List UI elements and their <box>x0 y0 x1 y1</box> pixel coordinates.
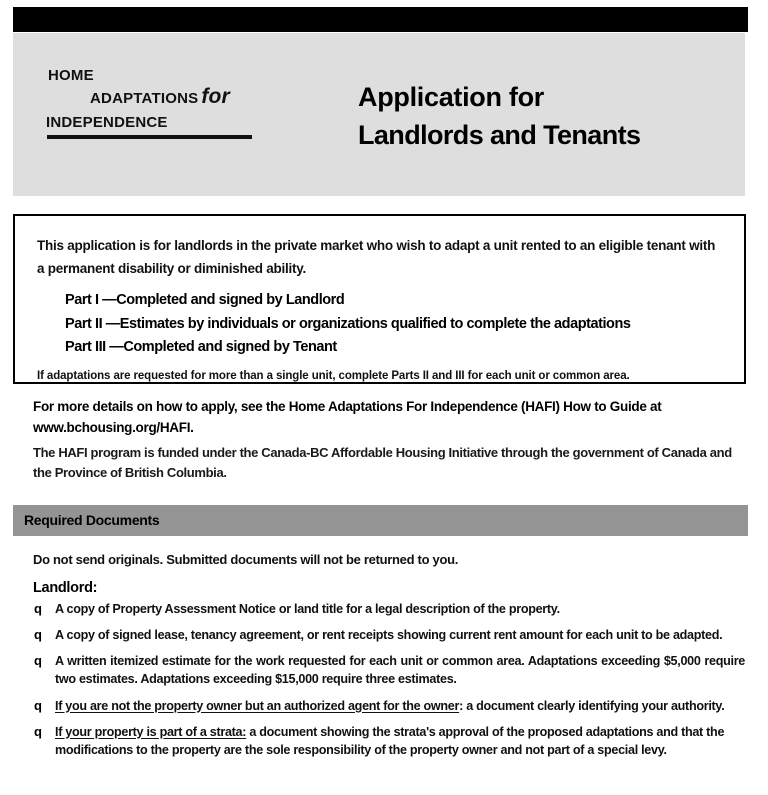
no-originals-note: Do not send originals. Submitted documents will not be returned to you. <box>33 552 459 567</box>
required-documents-heading: Required Documents <box>24 512 160 528</box>
required-documents-section-bar <box>13 505 748 536</box>
checklist-item-underlined-lead: If you are not the property owner but an authorized agent for the owner <box>55 698 460 713</box>
logo-line-home: home <box>48 60 94 85</box>
checklist-item[interactable] <box>33 723 745 759</box>
intro-lead-text: This application is for landlords in the private market who wish to adapt a unit rented to an eligible tenant with a permanent disability or diminished ability. <box>37 238 716 277</box>
landlord-checklist <box>33 600 745 767</box>
checkbox-icon[interactable]: q <box>34 627 42 643</box>
checklist-item-underlined-lead: If your property is part of a strata: <box>55 724 247 739</box>
parts-list <box>65 289 722 359</box>
intro-bordered-box <box>13 214 746 384</box>
checklist-item-text: A copy of signed lease, tenancy agreement, or rent receipts showing current rent amount for each unit to be adapted. <box>55 628 723 643</box>
page-title-line-2: Landlords and Tenants <box>358 120 641 151</box>
part-line-2: Part II —Estimates by individuals or organizations qualified to complete the adaptations <box>65 315 631 332</box>
checkbox-icon[interactable]: q <box>34 723 42 739</box>
intro-footnote: If adaptations are requested for more than a single unit, complete Parts II and III for each unit or common area. <box>37 369 630 382</box>
page-title-line-1: Application for <box>358 82 544 112</box>
hafi-logo <box>46 62 336 139</box>
checklist-item[interactable] <box>33 697 745 715</box>
checklist-item-text: : a document clearly identifying your authority. <box>459 698 725 713</box>
logo-underline-rule <box>47 135 252 139</box>
logo-line-independence: independence <box>46 106 168 132</box>
part-line-3: Part III —Completed and signed by Tenant <box>65 339 337 356</box>
checklist-item-text: a document showing the strata's approval of the proposed adaptations and that the modifications to the property are the sole responsibility of the property owner and not part of a special levy. <box>55 724 725 757</box>
checkbox-icon[interactable]: q <box>34 697 42 713</box>
landlord-subheading: Landlord: <box>33 580 98 596</box>
checkbox-icon[interactable]: q <box>34 653 42 669</box>
checklist-item-text: A written itemized estimate for the work requested for each unit or common area. Adaptations exceeding $5,000 require two estimates. Adaptations exceeding $15,000 require three estimates. <box>55 654 745 687</box>
checklist-item[interactable] <box>33 600 745 618</box>
header-top-black-bar <box>13 7 748 32</box>
checklist-item[interactable] <box>33 626 745 644</box>
part-line-1: Part I —Completed and signed by Landlord <box>65 292 345 309</box>
funding-paragraph: The HAFI program is funded under the Canada-BC Affordable Housing Initiative through the government of Canada and the Province of British Columbia. <box>33 445 732 481</box>
checklist-item[interactable] <box>33 652 745 688</box>
checklist-item-text: A copy of Property Assessment Notice or land title for a legal description of the property. <box>55 602 560 616</box>
logo-word-adaptations: adaptations <box>90 83 199 109</box>
logo-word-for: for <box>201 85 230 109</box>
checkbox-icon[interactable]: q <box>34 601 42 616</box>
page-title <box>358 78 728 155</box>
more-details-paragraph: For more details on how to apply, see the Home Adaptations For Independence (HAFI) How to Guide at www.bchousing.org/HAFI. <box>33 399 662 435</box>
logo-line-adaptations-for <box>46 85 336 107</box>
